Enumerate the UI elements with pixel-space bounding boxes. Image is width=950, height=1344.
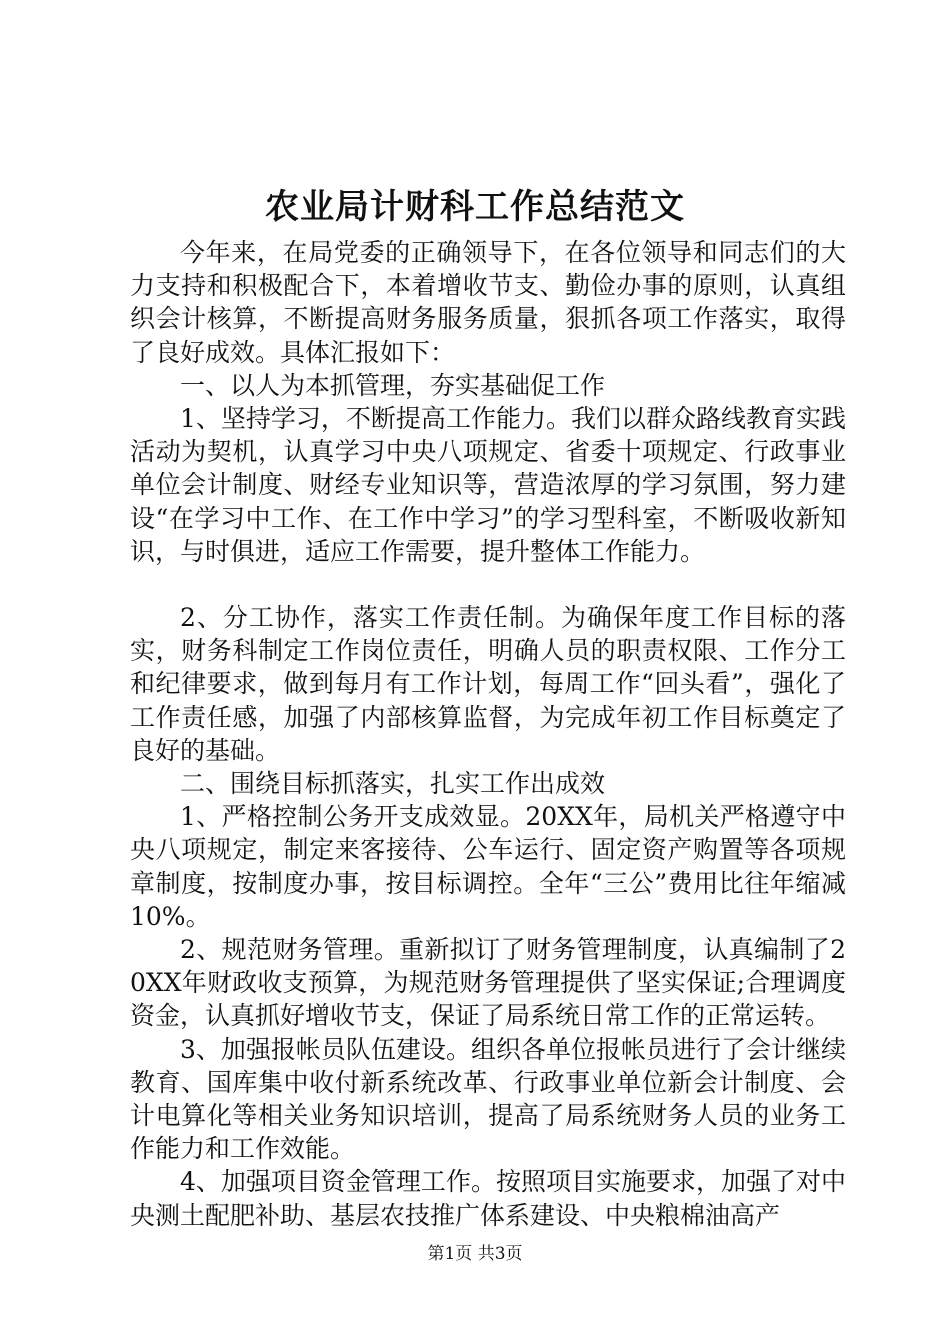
- page-number: 第1页 共3页: [427, 1244, 523, 1264]
- paragraph-1-1: 1、坚持学习，不断提高工作能力。我们以群众路线教育实践活动为契机，认真学习中央八项规定、省委十项规定、行政事业单位会计制度、财经专业知识等，营造浓厚的学习氛围，努力建设“在学习中工作、在工作中学习”的学习型科室，不断吸收新知识，与时俱进，适应工作需要，提升整体工作能力。: [130, 404, 846, 566]
- paragraph-2-3: 3、加强报帐员队伍建设。组织各单位报帐员进行了会计继续教育、国库集中收付新系统改革、行政事业单位新会计制度、会计电算化等相关业务知识培训，提高了局系统财务人员的业务工作能力和工作效能。: [130, 1034, 846, 1164]
- paragraph-2-4: 4、加强项目资金管理工作。按照项目实施要求，加强了对中央测土配肥补助、基层农技推广体系建设、中央粮棉油高产: [130, 1167, 846, 1230]
- section-heading-1: 一、以人为本抓管理，夯实基础促工作: [180, 370, 606, 400]
- document-body: [130, 236, 846, 1232]
- paragraph-intro: 今年来，在局党委的正确领导下，在各位领导和同志们的大力支持和积极配合下，本着增收节支、勤俭办事的原则，认真组织会计核算，不断提高财务服务质量，狠抓各项工作落实，取得了良好成效。具体汇报如下：: [130, 238, 846, 367]
- paragraph-1-2: 2、分工协作，落实工作责任制。为确保年度工作目标的落实，财务科制定工作岗位责任，明确人员的职责权限、工作分工和纪律要求，做到每月有工作计划，每周工作“回头看”，强化了工作责任感，加强了内部核算监督，为完成年初工作目标奠定了良好的基础。: [130, 603, 846, 765]
- section-heading-2: 二、围绕目标抓落实，扎实工作出成效: [180, 769, 606, 799]
- document-title: 农业局计财科工作总结范文: [265, 187, 685, 227]
- paragraph-2-1: 1、严格控制公务开支成效显。20XX年，局机关严格遵守中央八项规定，制定来客接待、公车运行、固定资产购置等各项规章制度，按制度办事，按目标调控。全年“三公”费用比往年缩减10%。: [130, 802, 846, 931]
- paragraph-2-2: 2、规范财务管理。重新拟订了财务管理制度，认真编制了20XX年财政收支预算，为规范财务管理提供了坚实保证;合理调度资金，认真抓好增收节支，保证了局系统日常工作的正常运转。: [130, 935, 846, 1031]
